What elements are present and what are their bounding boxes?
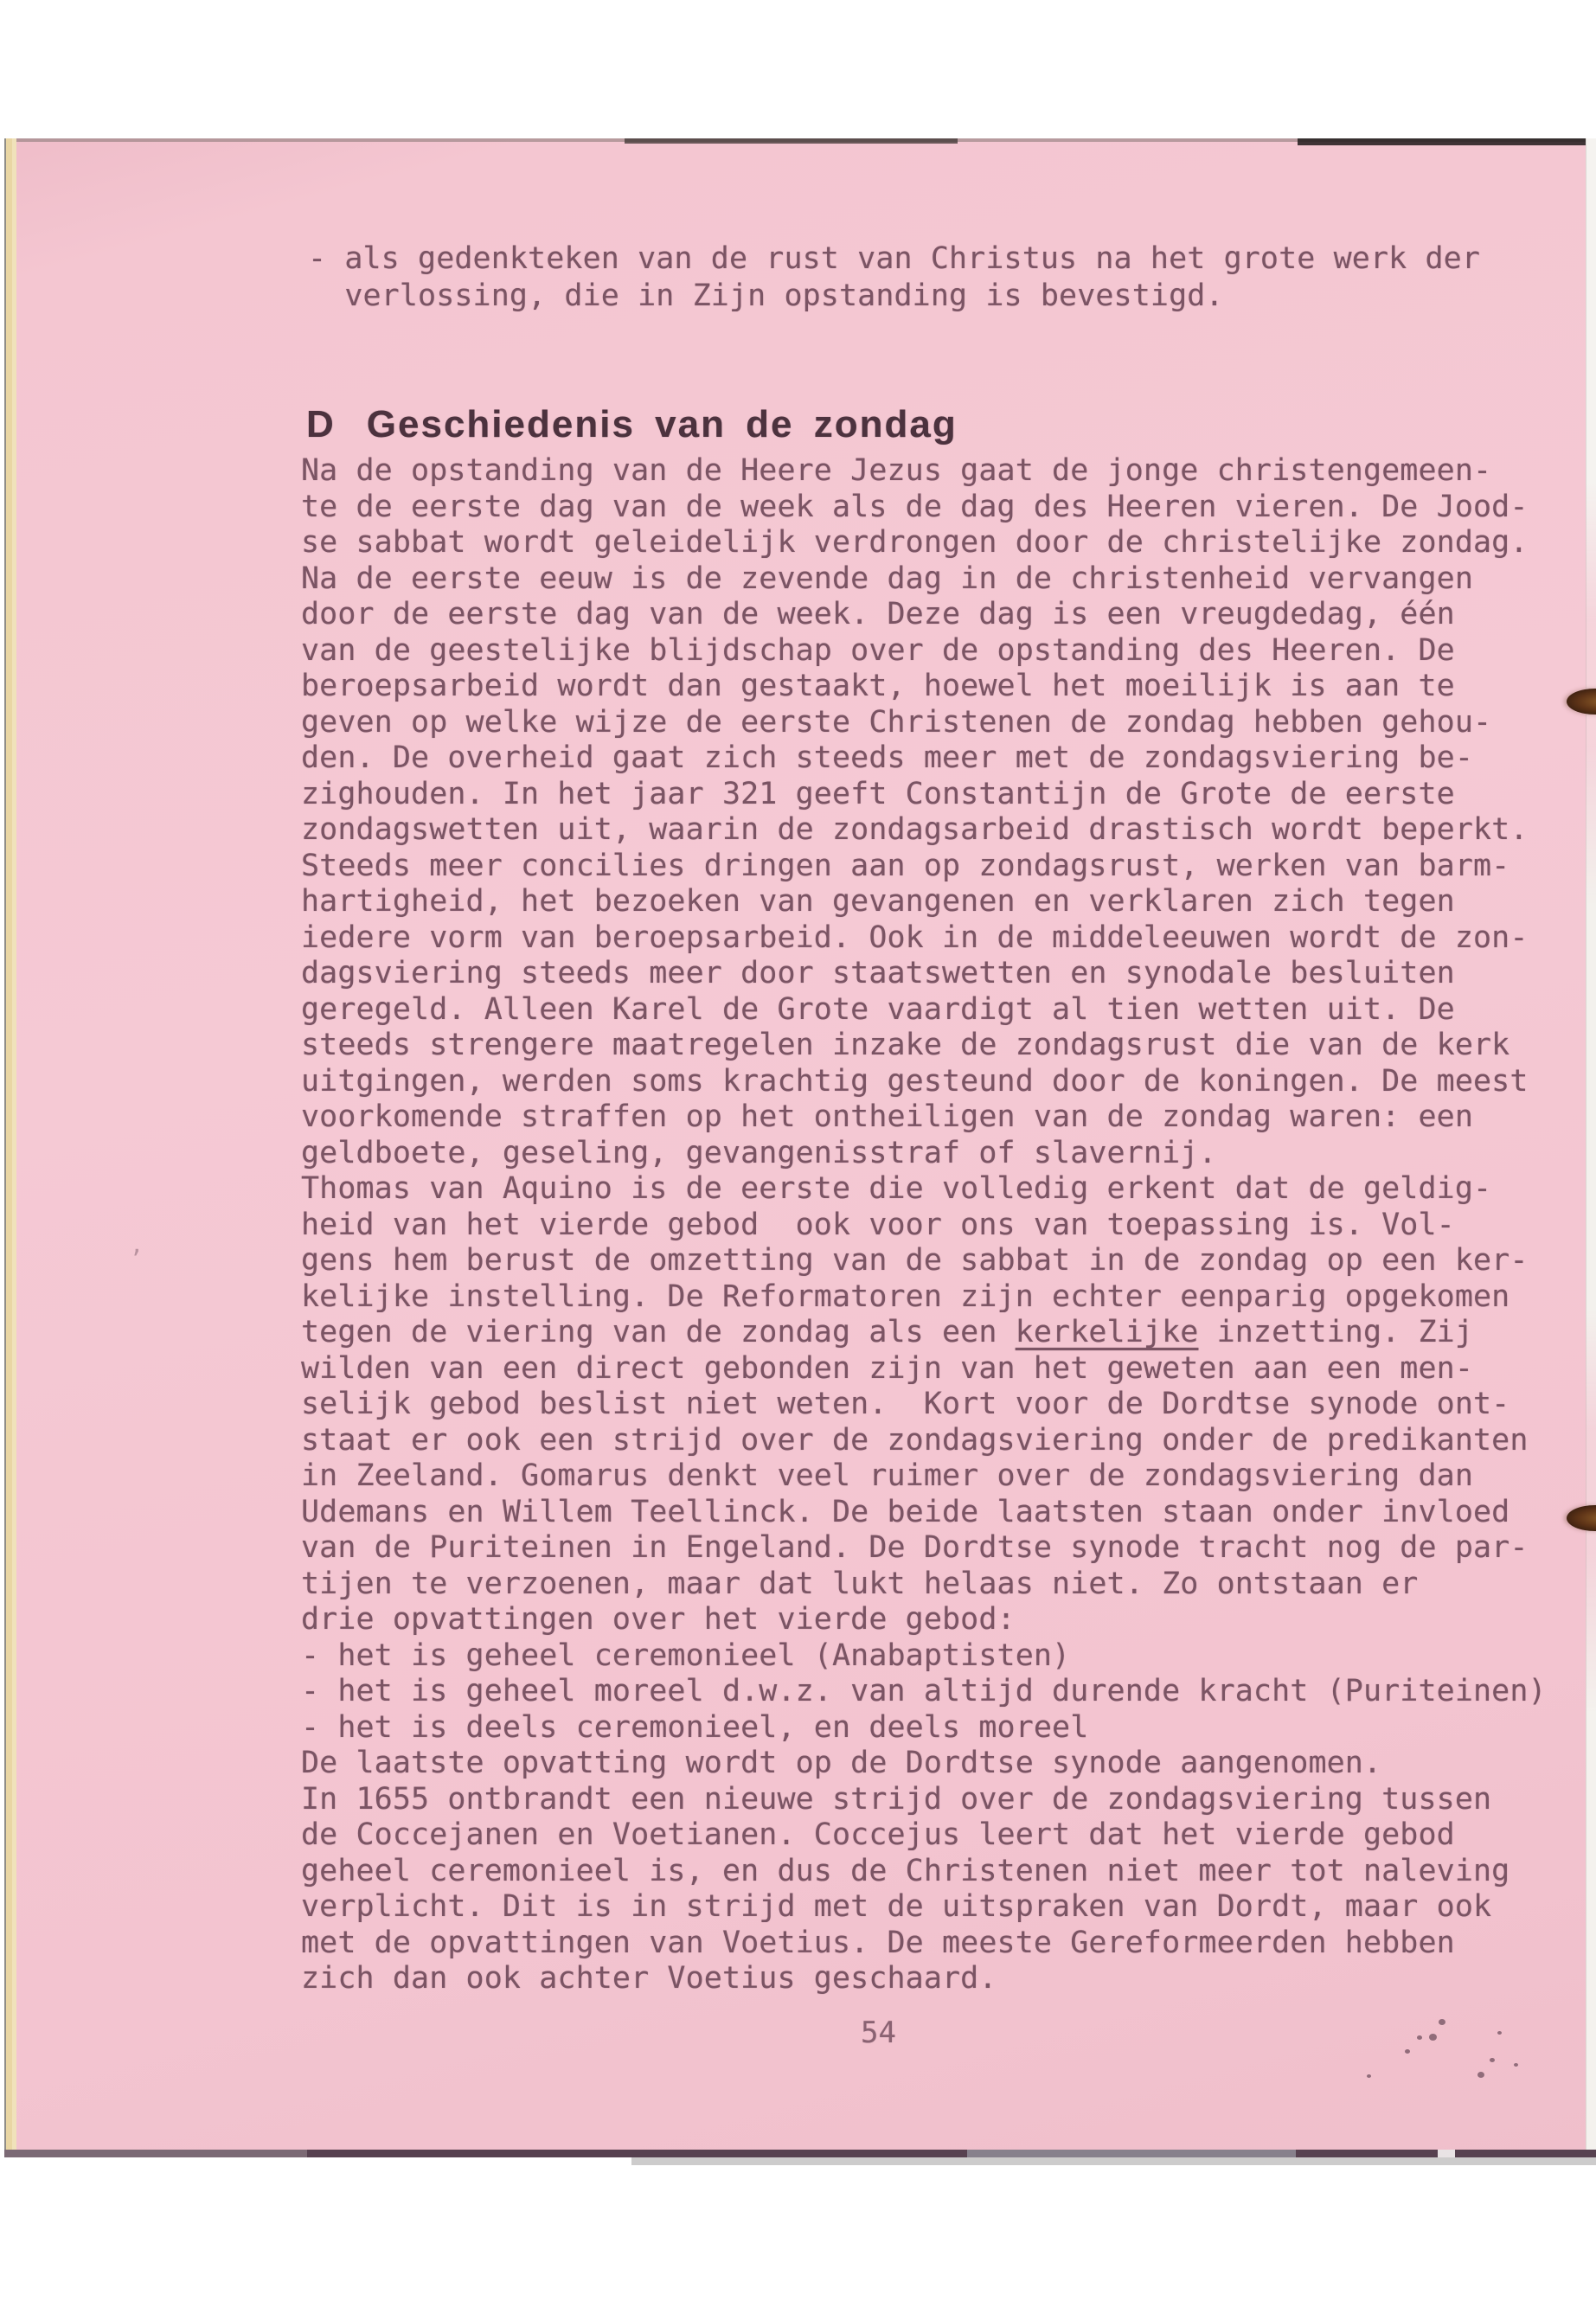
body-line: staat er ook een strijd over de zondagsviering onder de predikanten	[301, 1422, 1529, 1458]
body-line: te de eerste dag van de week als de dag des Heeren vieren. De Jood-	[301, 489, 1529, 524]
body-line: gens hem berust de omzetting van de sabbat in de zondag op een ker-	[301, 1243, 1529, 1278]
page-bottom-edge-left	[4, 2150, 307, 2157]
section-heading	[306, 403, 958, 446]
body-line: met de opvattingen van Voetius. De meeste Gereformeerden hebben	[301, 1925, 1455, 1960]
body-line: wilden van een direct gebonden zijn van het geweten aan een men-	[301, 1350, 1473, 1386]
body-line: geven op welke wijze de eerste Christenen de zondag hebben gehou-	[301, 704, 1492, 740]
body-line: voorkomende straffen op het ontheiligen van de zondag waren: een	[301, 1099, 1473, 1134]
scanned-pink-page	[4, 138, 1596, 2157]
body-line: zighouden. In het jaar 321 geeft Constantijn de Grote de eerste	[301, 776, 1455, 811]
body-line: iedere vorm van beroepsarbeid. Ook in de middeleeuwen wordt de zon-	[301, 920, 1529, 955]
body-line: geldboete, geseling, gevangenisstraf of slavernij.	[301, 1135, 1217, 1170]
body-line: se sabbat wordt geleidelijk verdrongen door de christelijke zondag.	[301, 525, 1529, 560]
scan-speckle	[1405, 2049, 1410, 2054]
bullet-line: - als gedenkteken van de rust van Christus na het grote werk der	[308, 241, 1480, 276]
body-line: dagsviering steeds meer door staatswetten en synodale besluiten	[301, 956, 1455, 990]
body-line: verplicht. Dit is in strijd met de uitspraken van Dordt, maar ook	[301, 1889, 1492, 1924]
page-top-edge-shadow-dark	[1298, 138, 1596, 145]
body-line: Na de opstanding van de Heere Jezus gaat de jonge christengemeen-	[301, 453, 1492, 488]
page-right-edge-strip	[1586, 138, 1596, 2157]
scan-speckle	[1497, 2031, 1502, 2035]
body-line: van de Puriteinen in Engeland. De Dordtse synode tracht nog de par-	[301, 1530, 1529, 1565]
body-line: hartigheid, het bezoeken van gevangenen en verklaren zich tegen	[301, 884, 1455, 919]
scan-speckle	[1490, 2058, 1495, 2062]
body-line: de Coccejanen en Voetianen. Coccejus leert dat het vierde gebod	[301, 1817, 1455, 1852]
body-line: door de eerste dag van de week. Deze dag is een vreugdedag, één	[301, 597, 1455, 631]
binder-hole-mark-bottom	[1567, 1505, 1596, 1531]
body-line: Udemans en Willem Teellinck. De beide laatsten staan onder invloed	[301, 1494, 1510, 1529]
body-line: van de geestelijke blijdschap over de opstanding des Heeren. De	[301, 632, 1455, 668]
scan-speckle	[1514, 2063, 1518, 2067]
section-title: Geschiedenis van de zondag	[366, 403, 958, 445]
body-line: Thomas van Aquino is de eerste die volledig erkent dat de geldig-	[301, 1171, 1492, 1206]
body-line: zich dan ook achter Voetius geschaard.	[301, 1961, 997, 1996]
body-line: den. De overheid gaat zich steeds meer met de zondagsviering be-	[301, 740, 1473, 775]
body-line: in Zeeland. Gomarus denkt veel ruimer over de zondagsviering dan	[301, 1458, 1473, 1493]
body-paragraph	[301, 453, 1547, 1997]
body-line: heid van het vierde gebod ook voor ons van toepassing is. Vol-	[301, 1207, 1455, 1242]
body-line: geregeld. Alleen Karel de Grote vaardigt al tien wetten uit. De	[301, 991, 1455, 1027]
body-line: In 1655 ontbrandt een nieuwe strijd over de zondagsviering tussen	[301, 1781, 1492, 1817]
scan-speckle	[1477, 2072, 1484, 2078]
body-line: Steeds meer concilies dringen aan op zondagsrust, werken van barm-	[301, 848, 1510, 883]
page-left-edge-strip	[4, 138, 16, 2157]
section-letter: D	[306, 403, 336, 445]
page-bottom-edge-mid	[967, 2150, 1296, 2157]
body-line: uitgingen, werden soms krachtig gesteund door de koningen. De meest	[301, 1063, 1529, 1099]
body-line: steeds strengere maatregelen inzake de zondagsrust die van de kerk	[301, 1028, 1510, 1062]
underlined-word: kerkelijke	[1015, 1315, 1199, 1349]
body-line: Na de eerste eeuw is de zevende dag in de christenheid vervangen	[301, 561, 1473, 596]
bullet-line: verlossing, die in Zijn opstanding is bevestigd.	[308, 279, 1224, 313]
body-line: kelijke instelling. De Reformatoren zijn echter eenparig opgekomen	[301, 1279, 1510, 1314]
body-line: selijk gebod beslist niet weten. Kort voor de Dordtse synode ont-	[301, 1387, 1510, 1421]
body-line: beroepsarbeid wordt dan gestaakt, hoewel het moeilijk is aan te	[301, 669, 1455, 703]
body-line: drie opvattingen over het vierde gebod:	[301, 1602, 1016, 1637]
body-line: - het is geheel moreel d.w.z. van altijd durende kracht (Puriteinen)	[301, 1674, 1547, 1708]
page-top-edge-shadow	[625, 138, 958, 144]
body-line: tijen te verzoenen, maar dat lukt helaas niet. Zo ontstaan er	[301, 1566, 1419, 1601]
body-line: - het is geheel ceremonieel (Anabaptisten)	[301, 1638, 1071, 1673]
page-drop-shadow	[631, 2157, 1596, 2165]
body-line: geheel ceremonieel is, en dus de Christenen niet meer tot naleving	[301, 1853, 1510, 1888]
scan-speckle: ,	[130, 1232, 144, 1259]
body-line: tegen de viering van de zondag als een kerkelijke inzetting. Zij	[301, 1315, 1473, 1349]
body-line: - het is deels ceremonieel, en deels moreel	[301, 1709, 1089, 1745]
intro-bullet-text	[308, 240, 1480, 315]
scan-speckle	[1367, 2074, 1371, 2078]
scan-speckle	[1439, 2019, 1445, 2025]
page-bottom-edge-notch	[1438, 2150, 1455, 2157]
body-line: zondagswetten uit, waarin de zondagsarbeid drastisch wordt beperkt.	[301, 812, 1529, 847]
binder-hole-mark-top	[1567, 689, 1596, 715]
scan-speckle	[1429, 2034, 1437, 2041]
body-line: De laatste opvatting wordt op de Dordtse synode aangenomen.	[301, 1746, 1382, 1780]
scan-speckle	[1417, 2035, 1422, 2040]
page-number: 54	[861, 2016, 896, 2050]
